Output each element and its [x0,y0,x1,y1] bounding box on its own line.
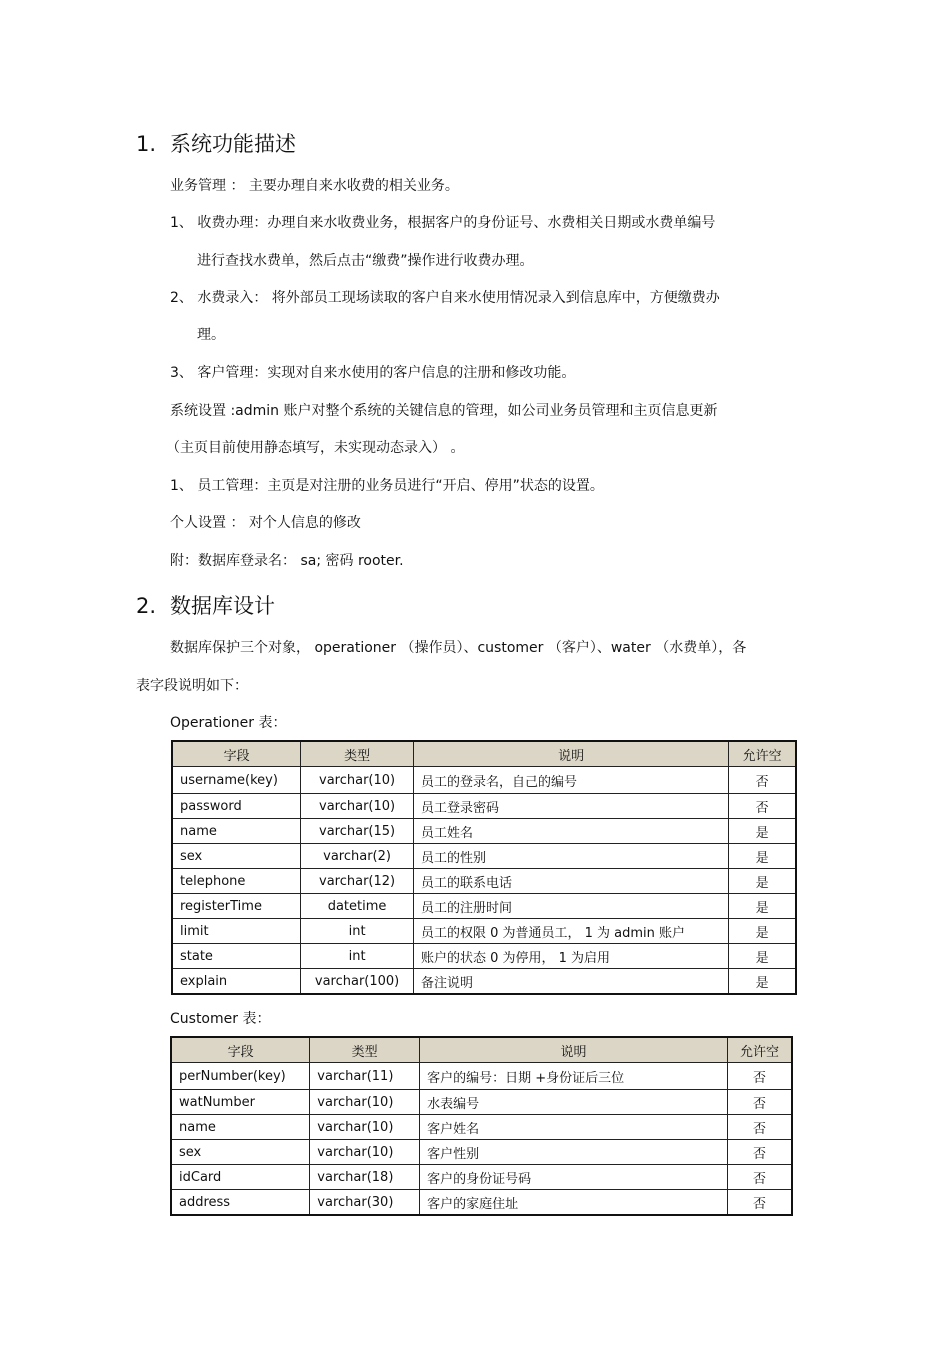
field-cell: name [172,819,301,844]
field-cell: registerTime [172,894,301,919]
description-cell: 员工的性别 [413,844,728,869]
description-cell: 员工的联系电话 [413,869,728,894]
column-header: 字段 [171,1037,310,1063]
personal-settings-text: 个人设置 ： 对个人信息的修改 [170,515,361,531]
customer-table-caption: Customer 表： [170,1011,271,1027]
table-row [171,1190,792,1216]
nullable-cell: 否 [729,767,796,794]
operationer-table-caption: Operationer 表： [170,715,287,731]
field-cell: username(key) [172,767,301,794]
field-cell: name [171,1115,310,1140]
item3-text: 3、 客户管理：实现对自来水使用的客户信息的注册和修改功能。 [170,365,576,381]
item1-line2: 进行查找水费单，然后点击“缴费”操作进行收费办理。 [197,253,534,269]
section2-number: 2. [136,594,157,618]
table-row [172,869,796,894]
table-row [172,894,796,919]
field-cell: watNumber [171,1090,310,1115]
section2-title: 数据库设计 [170,594,275,618]
table-row [172,844,796,869]
staff-management-text: 1、 员工管理：主页是对注册的业务员进行“开启、停用”状态的设置。 [170,478,604,494]
item1-line1: 1、 收费办理：办理自来水收费业务，根据客户的身份证号、水费相关日期或水费单编号 [170,215,716,231]
description-cell: 员工登录密码 [413,794,728,819]
type-cell: varchar(18) [310,1165,420,1190]
nullable-cell: 是 [729,869,796,894]
nullable-cell: 是 [729,969,796,995]
description-cell: 客户姓名 [420,1115,728,1140]
type-cell: int [301,944,414,969]
nullable-cell: 是 [729,894,796,919]
field-cell: address [171,1190,310,1216]
description-cell: 员工的权限 0 为普通员工， 1 为 admin 账户 [413,919,728,944]
item2-line2: 理。 [197,327,225,343]
description-cell: 备注说明 [413,969,728,995]
nullable-cell: 否 [727,1115,792,1140]
system-settings-text: 系统设置 :admin 账户对整个系统的关键信息的管理，如公司业务员管理和主页信息更新 [170,403,718,419]
nullable-cell: 否 [727,1165,792,1190]
description-cell: 客户的家庭住址 [420,1190,728,1216]
field-cell: idCard [171,1165,310,1190]
type-cell: varchar(2) [301,844,414,869]
nullable-cell: 否 [727,1140,792,1165]
table-row [171,1140,792,1165]
field-cell: sex [171,1140,310,1165]
business-management-text: 业务管理 ： 主要办理自来水收费的相关业务。 [170,178,459,194]
type-cell: varchar(10) [301,767,414,794]
type-cell: varchar(10) [310,1115,420,1140]
field-cell: sex [172,844,301,869]
type-cell: varchar(10) [301,794,414,819]
description-cell: 账户的状态 0 为停用， 1 为启用 [413,944,728,969]
customer-table [170,1036,793,1216]
field-cell: perNumber(key) [171,1063,310,1090]
nullable-cell: 否 [729,794,796,819]
type-cell: varchar(15) [301,819,414,844]
system-settings-note: （主页目前使用静态填写，未实现动态录入） 。 [166,440,465,456]
field-cell: password [172,794,301,819]
column-header: 允许空 [727,1037,792,1063]
table-row [171,1063,792,1090]
description-cell: 员工的注册时间 [413,894,728,919]
table-row [171,1115,792,1140]
section1-number: 1. [136,132,157,156]
appendix-text: 附：数据库登录名： sa; 密码 rooter. [170,553,404,569]
type-cell: varchar(10) [310,1090,420,1115]
table-header-row [172,741,796,767]
field-cell: limit [172,919,301,944]
type-cell: varchar(10) [310,1140,420,1165]
column-header: 允许空 [729,741,796,767]
type-cell: int [301,919,414,944]
table-row [172,767,796,794]
type-cell: varchar(100) [301,969,414,995]
field-cell: state [172,944,301,969]
nullable-cell: 否 [727,1090,792,1115]
nullable-cell: 是 [729,844,796,869]
type-cell: datetime [301,894,414,919]
item2-line1: 2、 水费录入： 将外部员工现场读取的客户自来水使用情况录入到信息库中，方便缴费办 [170,290,720,306]
nullable-cell: 是 [729,919,796,944]
section2-heading [136,590,275,620]
section2-intro-line2: 表字段说明如下： [136,678,248,694]
column-header: 说明 [420,1037,728,1063]
nullable-cell: 否 [727,1063,792,1090]
table-row [172,969,796,995]
table-row [172,794,796,819]
type-cell: varchar(30) [310,1190,420,1216]
table-row [172,944,796,969]
type-cell: varchar(11) [310,1063,420,1090]
description-cell: 水表编号 [420,1090,728,1115]
description-cell: 员工的登录名，自己的编号 [413,767,728,794]
section2-intro-line1: 数据库保护三个对象， operationer （操作员）、customer （客户）、water （水费单），各 [170,640,747,656]
column-header: 类型 [301,741,414,767]
table-row [172,819,796,844]
operationer-table [171,740,797,995]
field-cell: explain [172,969,301,995]
column-header: 类型 [310,1037,420,1063]
table-header-row [171,1037,792,1063]
table-row [171,1090,792,1115]
table-row [172,919,796,944]
nullable-cell: 是 [729,819,796,844]
section1-title: 系统功能描述 [170,132,296,156]
description-cell: 员工姓名 [413,819,728,844]
column-header: 说明 [413,741,728,767]
description-cell: 客户性别 [420,1140,728,1165]
column-header: 字段 [172,741,301,767]
type-cell: varchar(12) [301,869,414,894]
description-cell: 客户的编号：日期 +身份证后三位 [420,1063,728,1090]
table-row [171,1165,792,1190]
field-cell: telephone [172,869,301,894]
nullable-cell: 是 [729,944,796,969]
nullable-cell: 否 [727,1190,792,1216]
section1-heading [136,128,296,158]
description-cell: 客户的身份证号码 [420,1165,728,1190]
